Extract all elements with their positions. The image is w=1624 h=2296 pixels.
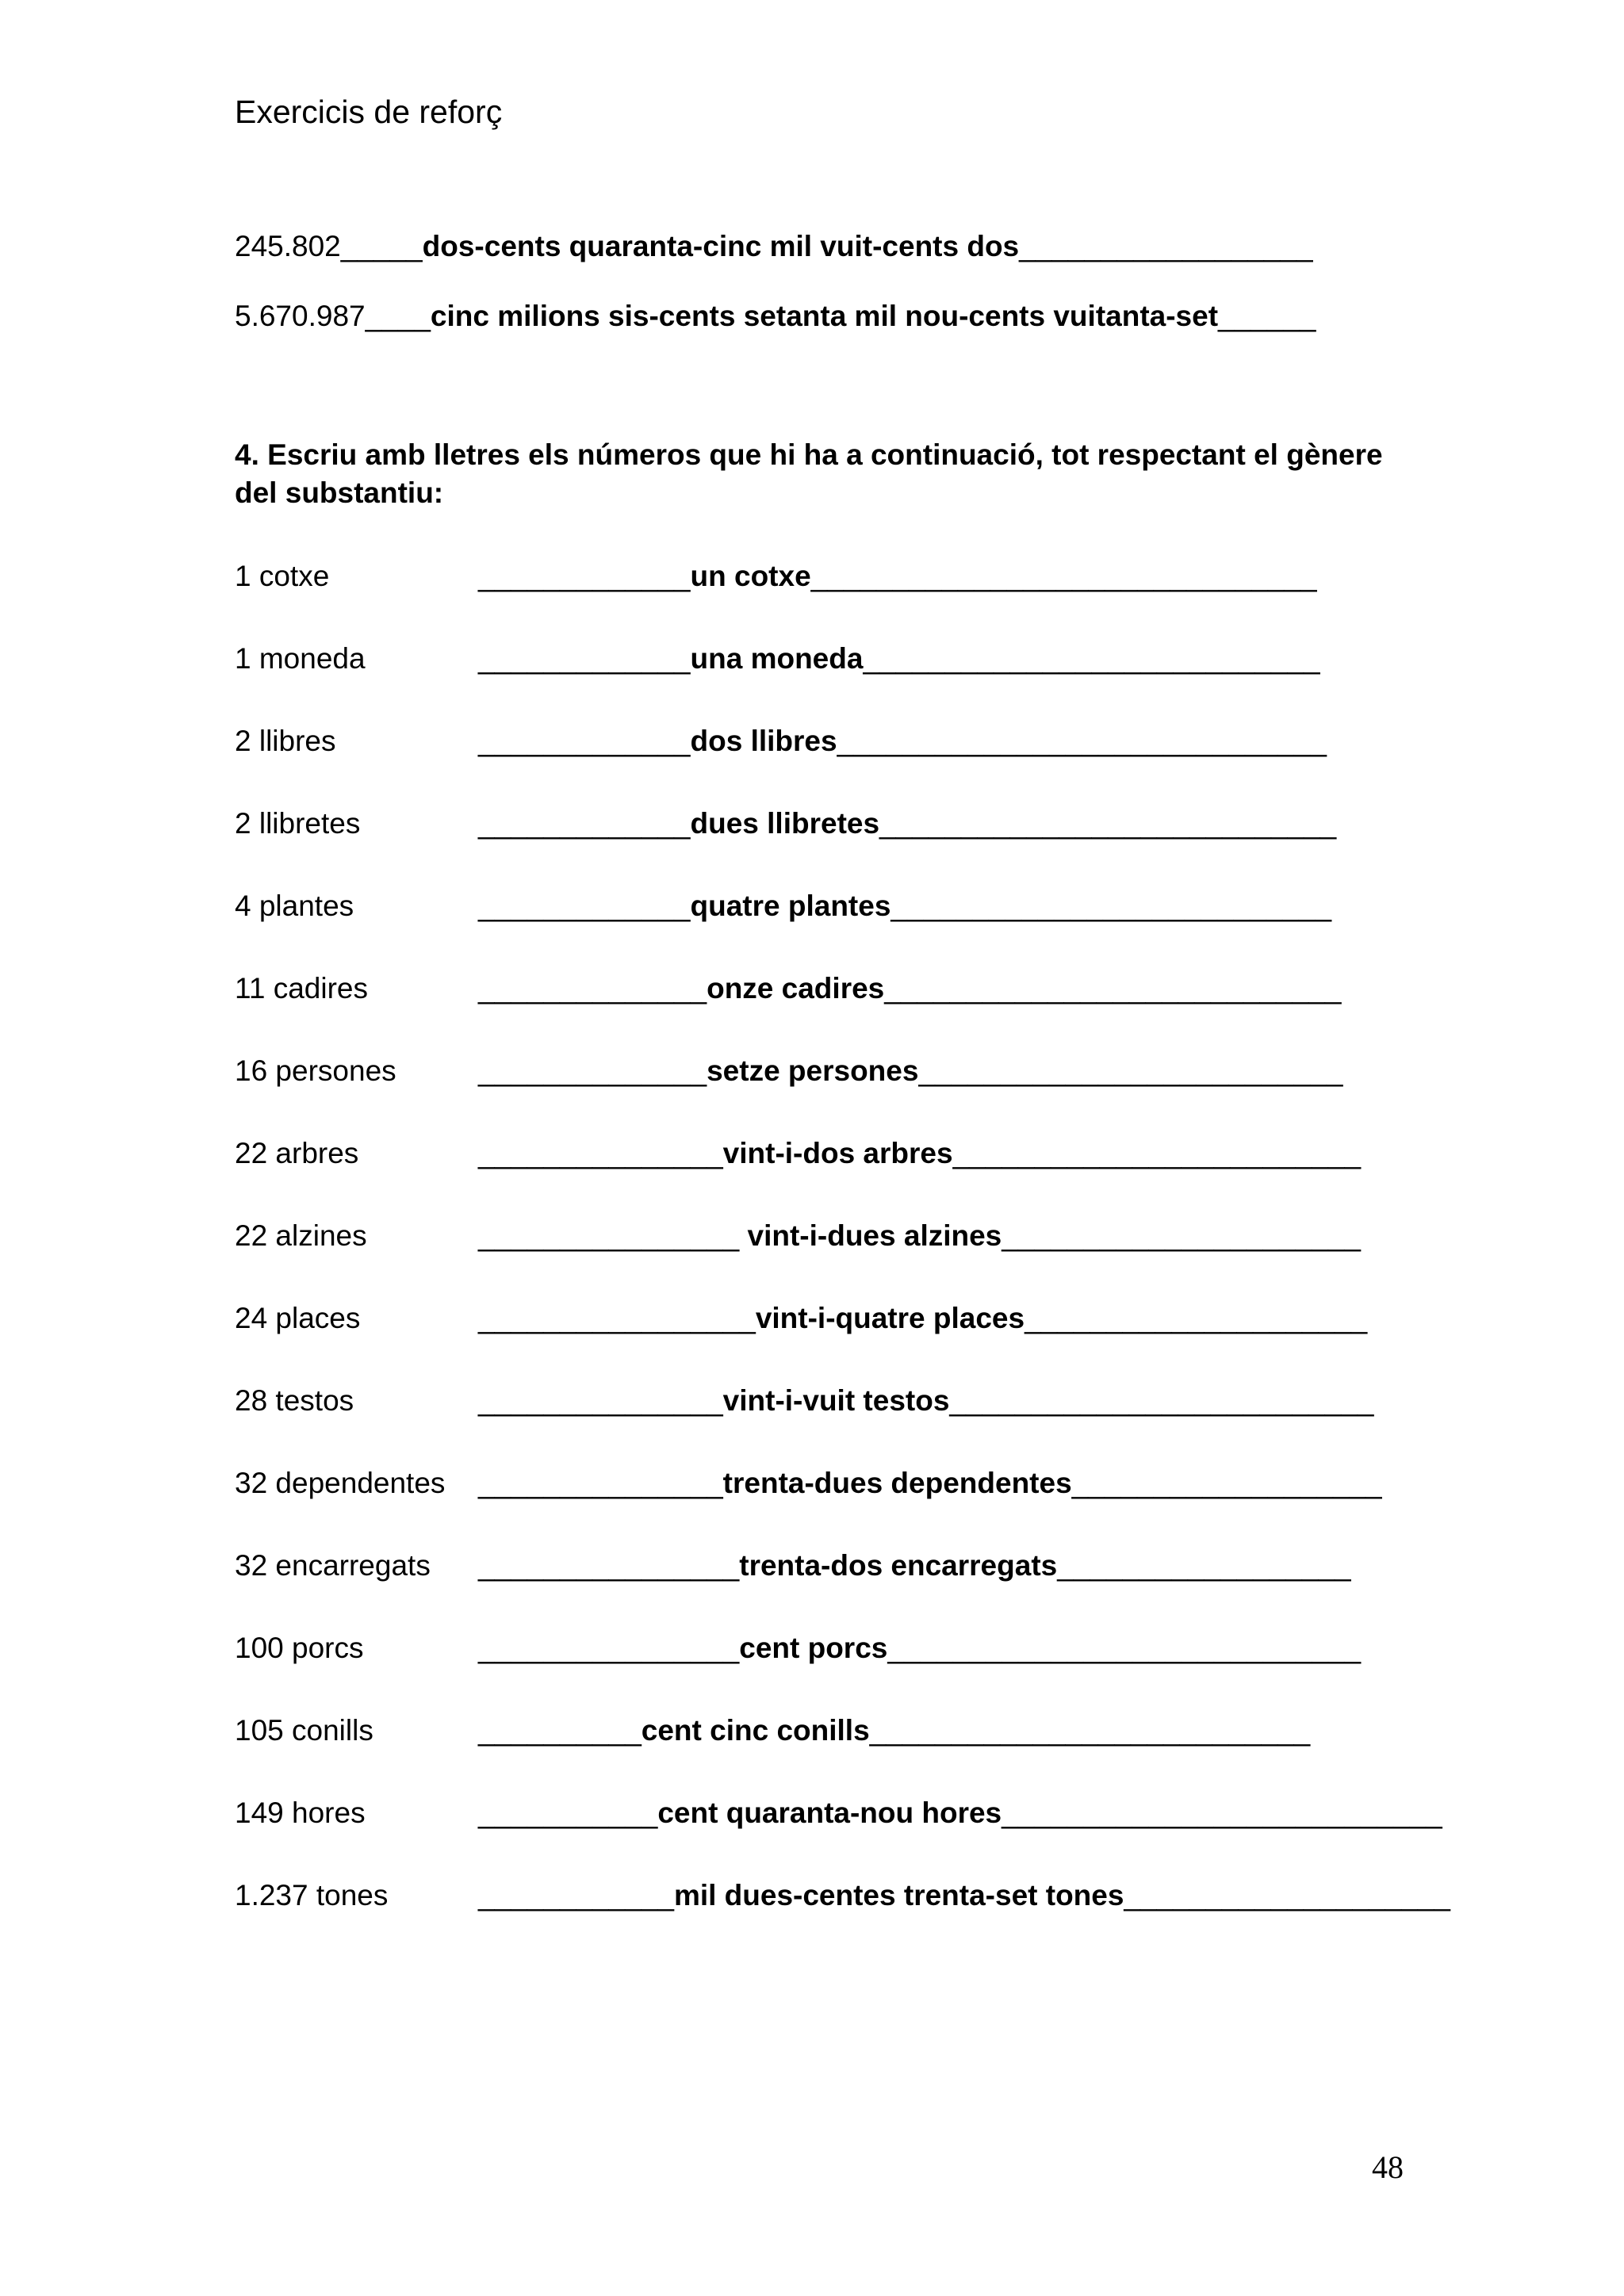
blank-line: ____________________ <box>1124 1879 1450 1911</box>
answer-text: dos-cents quaranta-cinc mil vuit-cents dos <box>422 230 1020 262</box>
exercise-answer-line <box>478 1384 1373 1418</box>
exercise-label: 24 places <box>235 1302 361 1334</box>
exercise-label: 1 moneda <box>235 642 366 675</box>
blank-line: _________________________ <box>952 1137 1362 1169</box>
blank-line: _________________ <box>478 1302 756 1334</box>
answer-text: vint-i-dos arbres <box>722 1137 953 1169</box>
answer-text: cinc milions sis-cents setanta mil nou-cents vuitanta-set <box>430 300 1219 332</box>
blank-line: _____________________________ <box>887 1632 1362 1664</box>
exercise-answer-line <box>478 972 1341 1005</box>
exercise-answer-line <box>478 1302 1367 1335</box>
blank-line: ____________________________ <box>879 807 1337 840</box>
page-number: 48 <box>1372 2149 1404 2185</box>
blank-line: _____________ <box>478 807 691 840</box>
exercise-answer-line <box>478 1054 1342 1088</box>
blank-line: ______________________________ <box>837 725 1327 757</box>
exercise-answer-line <box>478 1632 1361 1665</box>
exercise-answer-line <box>478 1549 1351 1582</box>
blank-line: _____ <box>340 230 423 262</box>
answer-text: mil dues-centes trenta-set tones <box>673 1879 1124 1911</box>
blank-line: _______________ <box>478 1384 723 1417</box>
blank-line: _______________ <box>478 1467 723 1499</box>
number-value: 245.802 <box>235 230 341 262</box>
exercise-label: 100 porcs <box>235 1632 364 1664</box>
exercise-label: 105 conills <box>235 1714 373 1747</box>
exercise-label: 1.237 tones <box>235 1879 389 1911</box>
blank-line: ______________ <box>478 1054 707 1087</box>
blank-line: ____ <box>365 300 431 332</box>
blank-line: ___________ <box>478 1797 658 1829</box>
exercise-label: 4 plantes <box>235 890 354 922</box>
exercise-label: 22 arbres <box>235 1137 359 1169</box>
blank-line: ________________ <box>478 1632 740 1664</box>
exercise-answer-line <box>478 560 1317 593</box>
answer-text: vint-i-quatre places <box>755 1302 1025 1334</box>
exercise-label: 28 testos <box>235 1384 354 1417</box>
exercise-answer-line <box>478 1467 1382 1500</box>
blank-line: ___________________________ <box>891 890 1332 922</box>
blank-line: _____________ <box>478 725 691 757</box>
exercise-label: 2 llibretes <box>235 807 361 840</box>
blank-line: ______________________ <box>1002 1219 1361 1252</box>
exercise-label: 32 dependentes <box>235 1467 446 1499</box>
answer-text: una moneda <box>690 642 864 675</box>
blank-line: _____________ <box>478 890 691 922</box>
answer-text: cent porcs <box>739 1632 888 1664</box>
blank-line: __________________________ <box>949 1384 1374 1417</box>
blank-line: __________________ <box>1019 230 1313 262</box>
exercise-label: 149 hores <box>235 1797 366 1829</box>
answer-text: un cotxe <box>690 560 811 592</box>
blank-line: ___________________ <box>1071 1467 1382 1499</box>
blank-line: ______ <box>1218 300 1316 332</box>
blank-line: ______________ <box>478 972 707 1004</box>
blank-line: __________________________ <box>918 1054 1343 1087</box>
blank-line: _____________ <box>478 560 691 592</box>
blank-line: ________________ <box>478 1219 740 1252</box>
answer-text: vint-i-dues alzines <box>739 1219 1002 1252</box>
exercise-label: 32 encarregats <box>235 1549 431 1582</box>
answer-text: cent cinc conills <box>641 1714 870 1747</box>
exercise-answer-line <box>478 807 1336 840</box>
blank-line: _____________ <box>478 642 691 675</box>
blank-line: ____________ <box>478 1879 674 1911</box>
blank-line: ___________________________ <box>869 1714 1311 1747</box>
exercise-answer-line <box>478 890 1331 923</box>
exercise-label: 16 persones <box>235 1054 396 1087</box>
blank-line: _______________ <box>478 1137 723 1169</box>
exercise-label: 2 llibres <box>235 725 336 757</box>
exercise-label: 1 cotxe <box>235 560 330 592</box>
number-value: 5.670.987 <box>235 300 366 332</box>
exercise-answer-line <box>478 1714 1310 1747</box>
exercise-answer-line <box>478 725 1327 758</box>
answer-text: trenta-dues dependentes <box>722 1467 1072 1499</box>
answer-text: dues llibretes <box>690 807 880 840</box>
answer-text: quatre plantes <box>690 890 891 922</box>
blank-line: __________ <box>478 1714 642 1747</box>
blank-line: ____________________________ <box>863 642 1320 675</box>
answer-text: trenta-dos encarregats <box>739 1549 1058 1582</box>
answer-text: cent quaranta-nou hores <box>657 1797 1002 1829</box>
exercise-answer-line <box>478 1879 1450 1912</box>
number-line <box>235 230 1313 263</box>
exercise-answer-line <box>478 642 1320 675</box>
exercise-label: 11 cadires <box>235 972 368 1004</box>
blank-line: _______________________________ <box>810 560 1317 592</box>
answer-text: onze cadires <box>707 972 885 1004</box>
exercise-answer-line <box>478 1219 1361 1253</box>
exercise-label: 22 alzines <box>235 1219 367 1252</box>
blank-line: ___________________________ <box>1002 1797 1442 1829</box>
answer-text: setze persones <box>707 1054 919 1087</box>
number-line <box>235 300 1316 333</box>
exercise-answer-line <box>478 1137 1361 1170</box>
blank-line: _____________________ <box>1025 1302 1368 1334</box>
question-heading: 4. Escriu amb lletres els números que hi ha a continuació, tot respectant el gènere del substantiu: <box>235 438 1383 509</box>
exercise-answer-line <box>478 1797 1442 1830</box>
answer-text: vint-i-vuit testos <box>722 1384 950 1417</box>
blank-line: ________________ <box>478 1549 740 1582</box>
answer-text: dos llibres <box>690 725 837 757</box>
blank-line: __________________ <box>1057 1549 1351 1582</box>
page-header: Exercicis de reforç <box>235 94 503 130</box>
blank-line: ____________________________ <box>884 972 1342 1004</box>
